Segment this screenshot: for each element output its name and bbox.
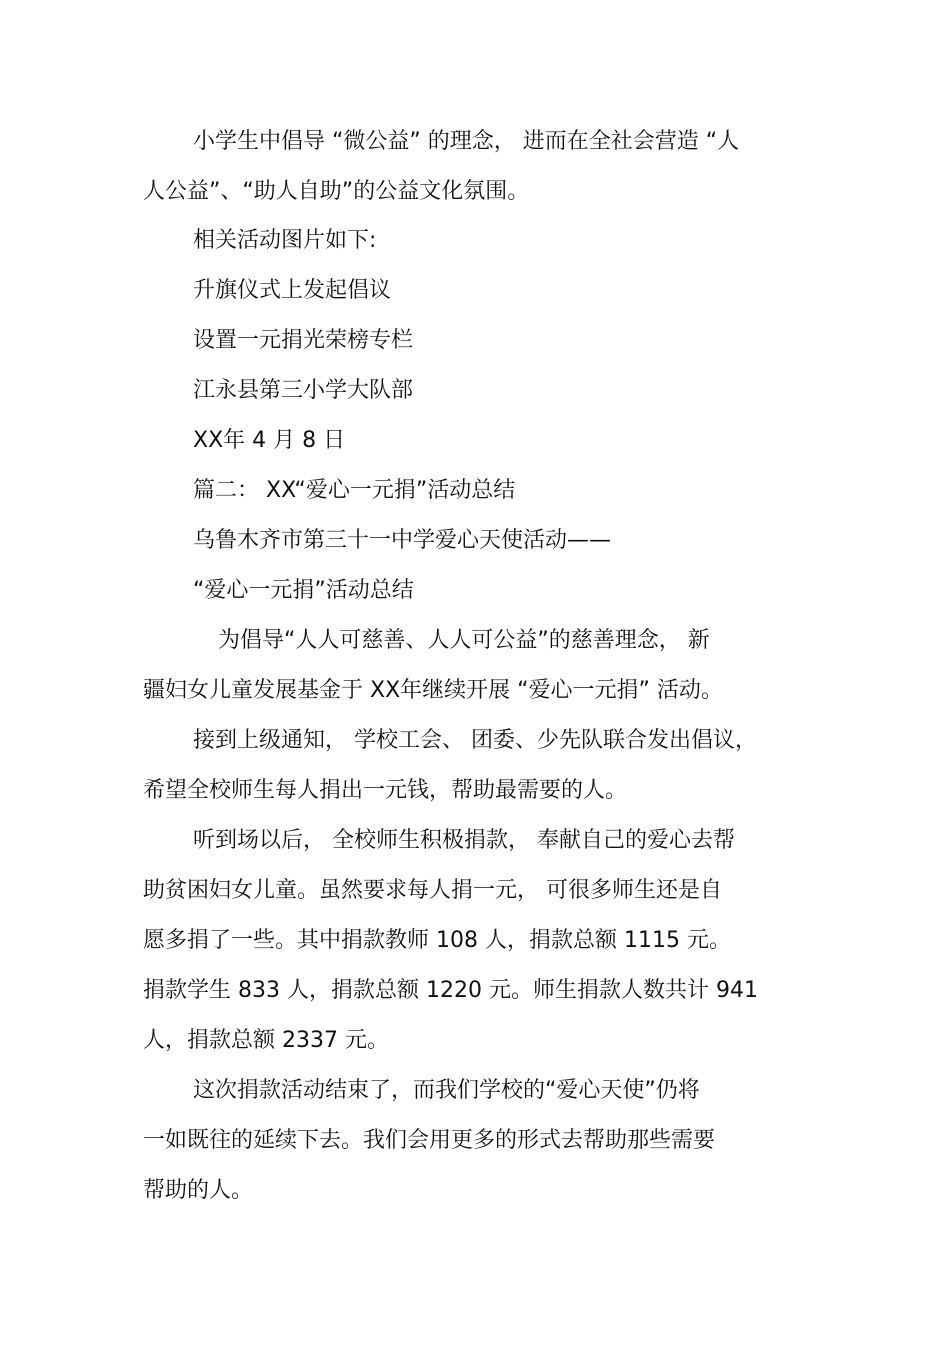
paragraph-line: 希望全校师生每人捐出一元钱，帮助最需要的人。: [143, 778, 628, 803]
paragraph-line: 升旗仪式上发起倡议: [193, 278, 392, 303]
paragraph-line: 听到场以后， 全校师生积极捐款， 奉献自己的爱心去帮: [193, 828, 735, 853]
paragraph-line: 江永县第三小学大队部: [193, 378, 414, 403]
paragraph-line: 帮助的人。: [143, 1178, 254, 1203]
paragraph-line: 小学生中倡导 “微公益” 的理念， 进而在全社会营造 “人: [193, 129, 740, 154]
paragraph-line: 设置一元捐光荣榜专栏: [193, 328, 414, 353]
paragraph-line: 接到上级通知， 学校工会、 团委、少先队联合发出倡议，: [193, 728, 757, 753]
paragraph-line: 捐款学生 833 人，捐款总额 1220 元。师生捐款人数共计 941: [143, 978, 758, 1003]
section-subtitle: 乌鲁木齐市第三十一中学爱心天使活动——: [193, 528, 612, 553]
paragraph-line: 人公益”、“助人自助”的公益文化氛围。: [143, 179, 530, 204]
paragraph-line: 疆妇女儿童发展基金于 XX年继续开展 “爱心一元捐” 活动。: [143, 678, 723, 703]
paragraph-line: 愿多捐了一些。其中捐款教师 108 人，捐款总额 1115 元。: [143, 928, 731, 953]
paragraph-line: 人，捐款总额 2337 元。: [143, 1028, 389, 1053]
paragraph-line: 相关活动图片如下:: [193, 228, 377, 253]
paragraph-line: 助贫困妇女儿童。虽然要求每人捐一元， 可很多师生还是自: [143, 878, 722, 903]
paragraph-line: 一如既往的延续下去。我们会用更多的形式去帮助那些需要: [143, 1128, 716, 1153]
paragraph-line: 为倡导“人人可慈善、人人可公益”的慈善理念， 新: [218, 628, 710, 653]
section-heading: 篇二： XX“爱心一元捐”活动总结: [193, 478, 516, 503]
date-line: XX年 4 月 8 日: [193, 428, 346, 453]
paragraph-line: 这次捐款活动结束了，而我们学校的“爱心天使”仍将: [193, 1078, 700, 1103]
section-subtitle: “爱心一元捐”活动总结: [193, 578, 414, 603]
